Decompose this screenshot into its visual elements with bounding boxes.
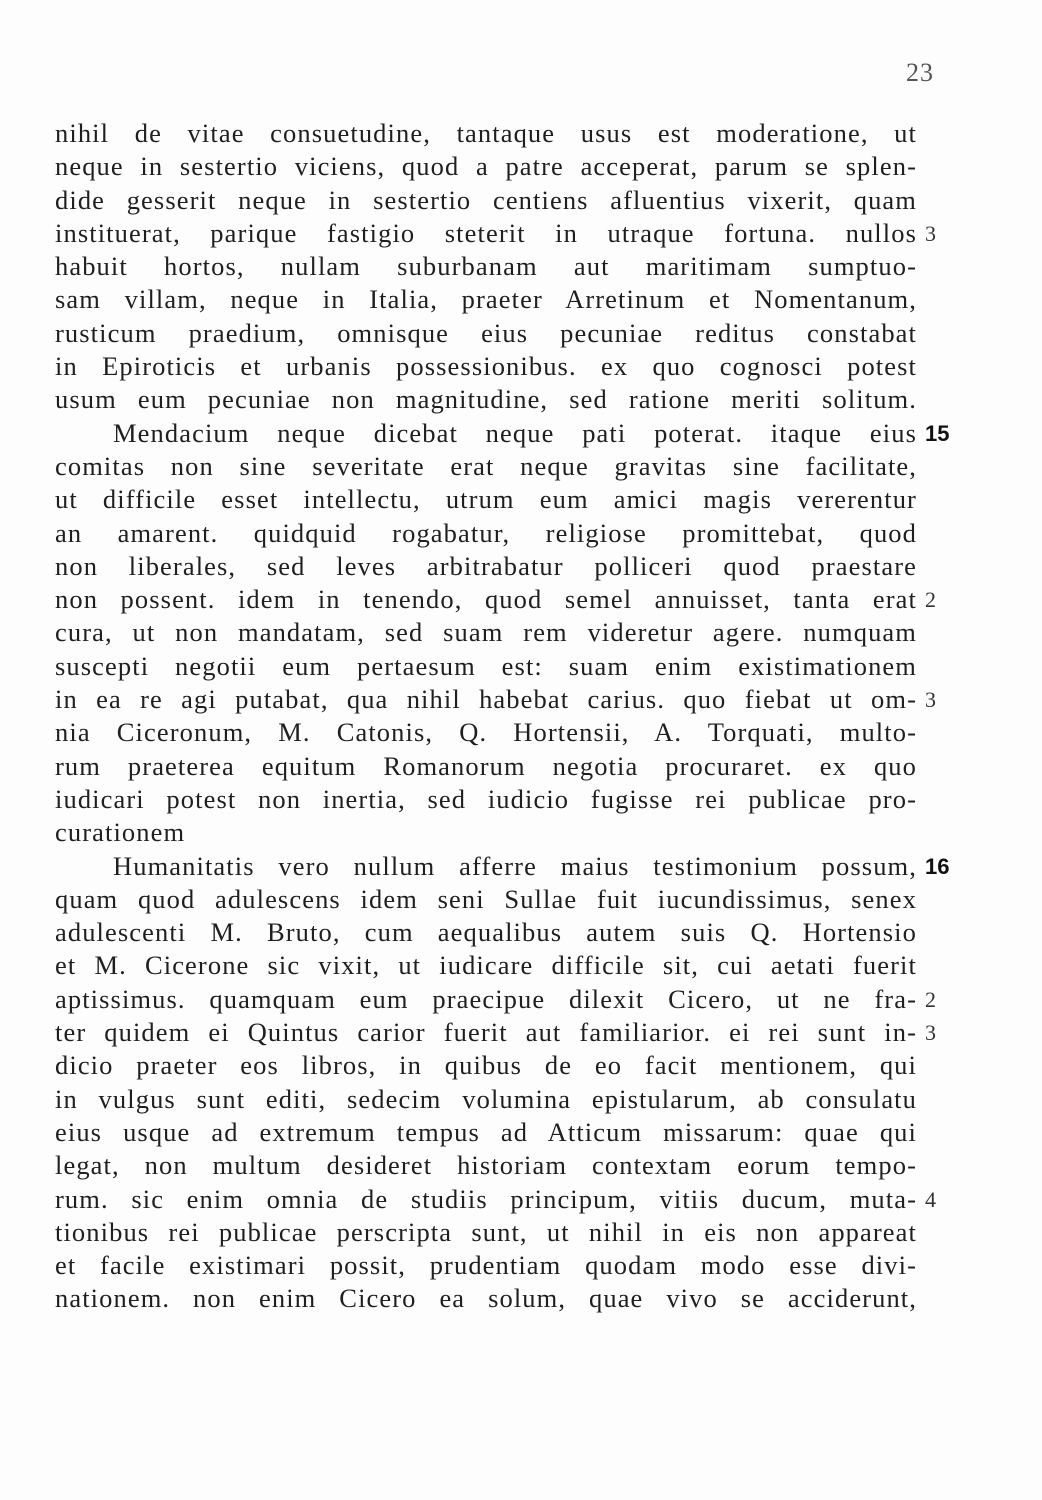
paragraph-number: 4 — [925, 1186, 936, 1212]
text-line — [55, 417, 950, 450]
line-text: an amarent. quidquid rogabatur, religiose promittebat, quod — [55, 517, 917, 548]
text-line — [55, 383, 917, 416]
text-line — [55, 117, 917, 150]
line-text: in ea re agi putabat, qua nihil habebat carius. quo fiebat ut om- — [55, 684, 917, 715]
text-line — [55, 916, 917, 949]
line-text: comitas non sine severitate erat neque gravitas sine facilitate, — [55, 450, 917, 481]
line-text: rum. sic enim omnia de studiis principum, vitiis ducum, muta- — [55, 1183, 917, 1214]
text-line — [55, 716, 917, 749]
line-text: et M. Cicerone sic vixit, ut iudicare difficile sit, cui aetati fuerit — [55, 950, 917, 981]
text-line — [55, 816, 917, 849]
text-line — [55, 1249, 917, 1282]
paragraph-number: 2 — [925, 986, 936, 1012]
text-line — [55, 250, 917, 283]
line-text: curationem — [55, 817, 186, 848]
line-text: nia Ciceronum, M. Catonis, Q. Hortensii, A. Torquati, multo- — [55, 717, 917, 748]
text-line — [55, 883, 917, 916]
line-text: suscepti negotii eum pertaesum est: suam enim existimationem — [55, 650, 917, 681]
line-text: usum eum pecuniae non magnitudine, sed ratione meriti solitum. — [55, 384, 917, 415]
text-line — [55, 1083, 917, 1116]
line-text: dicio praeter eos libros, in quibus de eo facit mentionem, qui — [55, 1050, 917, 1081]
text-line — [55, 983, 936, 1016]
line-text: habuit hortos, nullam suburbanam aut maritimam sumptuo- — [55, 251, 917, 282]
text-line — [55, 283, 917, 316]
line-text: et facile existimari possit, prudentiam quodam modo esse divi- — [55, 1250, 917, 1281]
text-line — [55, 949, 917, 982]
text-line — [55, 184, 917, 217]
text-line — [55, 483, 917, 516]
line-text: non liberales, sed leves arbitrabatur polliceri quod praestare — [55, 550, 917, 581]
section-number: 15 — [925, 420, 950, 446]
line-text: legat, non multum desideret historiam contextam eorum tempo- — [55, 1150, 917, 1181]
paragraph-number: 3 — [925, 1020, 936, 1046]
text-line — [55, 450, 917, 483]
line-text: ter quidem ei Quintus carior fuerit aut familiarior. ei rei sunt in- — [55, 1017, 917, 1048]
text-line — [55, 1149, 917, 1182]
line-text: nihil de vitae consuetudine, tantaque usus est moderatione, ut — [55, 118, 917, 148]
line-text: Humanitatis vero nullum afferre maius testimonium possum, — [113, 850, 917, 881]
text-line — [55, 317, 917, 350]
text-line — [55, 650, 917, 683]
text-line — [55, 1016, 936, 1049]
text-line — [55, 1216, 917, 1249]
text-line — [55, 550, 917, 583]
line-text: iudicari potest non inertia, sed iudicio fugisse rei publicae pro- — [55, 783, 917, 814]
line-text: in Epiroticis et urbanis possessionibus. ex quo cognosci potest — [55, 351, 917, 382]
text-line — [55, 616, 917, 649]
line-text: sam villam, neque in Italia, praeter Arretinum et Nomentanum, — [55, 284, 917, 315]
text-line — [55, 217, 936, 250]
line-text: Mendacium neque dicebat neque pati poterat. itaque eius — [113, 417, 917, 448]
paragraph-number: 3 — [925, 220, 936, 246]
text-line — [55, 517, 917, 550]
line-text: nationem. non enim Cicero ea solum, quae vivo se acciderunt, — [55, 1283, 917, 1314]
text-line — [55, 750, 917, 783]
page-number: 23 — [906, 58, 934, 87]
line-text: rum praeterea equitum Romanorum negotia procuraret. ex quo — [55, 750, 917, 781]
text-line — [55, 850, 950, 883]
line-text: in vulgus sunt editi, sedecim volumina epistularum, ab consulatu — [55, 1083, 917, 1114]
paragraph-number: 3 — [925, 687, 936, 713]
text-line — [55, 1183, 936, 1216]
line-text: adulescenti M. Bruto, cum aequalibus autem suis Q. Hortensio — [55, 917, 917, 948]
text-line — [55, 1282, 917, 1315]
body-text — [55, 117, 950, 1316]
line-text: quam quod adulescens idem seni Sullae fuit iucundissimus, senex — [55, 883, 917, 914]
text-line — [55, 783, 917, 816]
line-text: dide gesserit neque in sestertio centiens afluentius vixerit, quam — [55, 184, 917, 215]
text-line — [55, 583, 936, 616]
text-line — [55, 350, 917, 383]
line-text: cura, ut non mandatam, sed suam rem videretur agere. numquam — [55, 617, 917, 648]
line-text: aptissimus. quamquam eum praecipue dilexit Cicero, ut ne fra- — [55, 983, 917, 1014]
line-text: neque in sestertio viciens, quod a patre acceperat, parum se splen- — [55, 151, 917, 182]
section-number: 16 — [925, 853, 950, 879]
text-line — [55, 1049, 917, 1082]
line-text: ut difficile esset intellectu, utrum eum amici magis vererentur — [55, 484, 917, 515]
line-text: eius usque ad extremum tempus ad Atticum missarum: quae qui — [55, 1116, 917, 1147]
text-line — [55, 683, 936, 716]
line-text: non possent. idem in tenendo, quod semel annuisset, tanta erat — [55, 584, 917, 615]
text-line — [55, 1116, 917, 1149]
line-text: instituerat, parique fastigio steterit in utraque fortuna. nullos — [55, 217, 917, 248]
line-text: rusticum praedium, omnisque eius pecuniae reditus constabat — [55, 317, 917, 348]
line-text: tionibus rei publicae perscripta sunt, ut nihil in eis non appareat — [55, 1216, 917, 1247]
paragraph-number: 2 — [925, 587, 936, 613]
text-line — [55, 150, 917, 183]
